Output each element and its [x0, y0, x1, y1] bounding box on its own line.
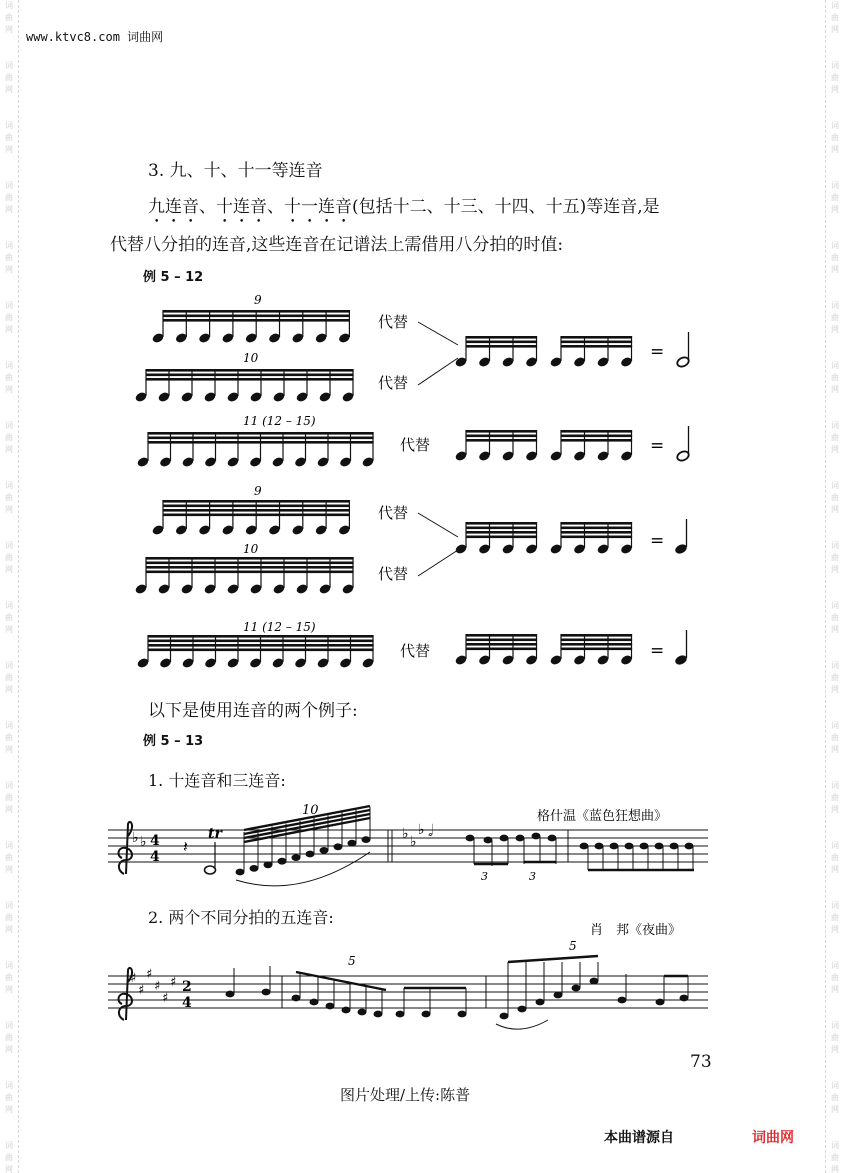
replace-label: 代替 — [400, 436, 431, 454]
svg-text:♭: ♭ — [410, 834, 417, 850]
side-watermark: 词 曲 网 — [5, 781, 13, 814]
decuplet-32nd-group — [134, 369, 354, 403]
replace-label: 代替 — [378, 504, 409, 522]
side-watermark: 词 曲 网 — [5, 1081, 13, 1114]
tuplet-10-mark: 10 — [302, 803, 319, 818]
tuplet-number-10: 10 — [243, 351, 259, 365]
subsection-2: 2. 两个不同分拍的五连音: — [148, 908, 334, 927]
side-watermark: 词 曲 网 — [831, 61, 839, 94]
side-watermark: 词 曲 网 — [831, 841, 839, 874]
replace-label: 代替 — [378, 313, 409, 331]
equals-sign: = — [650, 641, 665, 661]
svg-text:2: 2 — [182, 979, 192, 995]
emphasized-terms: 九连音、十连音、十一连音 — [148, 197, 352, 217]
side-watermark: 词 曲 网 — [831, 121, 839, 154]
quarter-note-result — [674, 519, 688, 555]
side-watermark: 词 曲 网 — [831, 1, 839, 34]
tuplet-number-10b: 10 — [243, 542, 259, 556]
side-watermark: 词 曲 网 — [831, 961, 839, 994]
side-watermark: 词 曲 网 — [5, 121, 13, 154]
quintuplet-mark-b: 5 — [569, 939, 577, 953]
staff-chopin — [108, 956, 708, 1029]
side-watermark: 词 曲 网 — [831, 241, 839, 274]
four-32nd-group — [454, 430, 538, 462]
half-note-result — [676, 332, 690, 368]
svg-text:𝄽: 𝄽 — [183, 837, 188, 856]
side-watermark: 词 曲 网 — [831, 1141, 839, 1173]
svg-text:4: 4 — [150, 849, 160, 865]
side-watermark: 词 曲 网 — [831, 1081, 839, 1114]
trill-mark: tr — [208, 826, 222, 842]
svg-text:♯: ♯ — [162, 991, 169, 1006]
svg-text:♭: ♭ — [418, 822, 425, 838]
quarter-note-result — [674, 630, 688, 666]
equals-sign: = — [650, 531, 665, 551]
replace-label: 代替 — [378, 565, 409, 583]
triplet-mark-b: 3 — [529, 870, 536, 883]
svg-text:♭: ♭ — [132, 830, 139, 846]
svg-text:4: 4 — [150, 833, 160, 849]
nonuplet-64th-group — [151, 500, 351, 536]
side-watermark: 词 曲 网 — [5, 421, 13, 454]
paragraph-line-2: 代替八分拍的连音,这些连音在记谱法上需借用八分拍的时值: — [110, 235, 564, 255]
side-watermark: 词 曲 网 — [831, 301, 839, 334]
svg-text:♯: ♯ — [138, 983, 145, 998]
section-heading: 3. 九、十、十一等连音 — [148, 161, 323, 181]
side-watermark: 词 曲 网 — [5, 901, 13, 934]
four-32nd-group — [549, 336, 633, 368]
four-64th-group — [454, 522, 538, 555]
credit-gershwin: 格什温《蓝色狂想曲》 — [537, 809, 668, 824]
side-watermark: 词 曲 网 — [831, 601, 839, 634]
side-watermark: 词 曲 网 — [5, 1141, 13, 1173]
paragraph-line-1-rest: (包括十二、十三、十四、十五)等连音,是 — [352, 197, 660, 217]
replace-label: 代替 — [378, 374, 409, 392]
source-site-link[interactable]: 词曲网 — [752, 1130, 794, 1146]
tuplet-number-11b: 11 (12 – 15) — [243, 620, 316, 634]
side-watermark: 词 曲 网 — [831, 901, 839, 934]
undecuplet-32nd-group — [136, 432, 374, 468]
side-watermark: 词 曲 网 — [831, 181, 839, 214]
svg-text:♯: ♯ — [146, 967, 153, 982]
four-64th-group — [549, 634, 633, 666]
side-watermark: 词 曲 网 — [831, 1021, 839, 1054]
equals-sign: = — [650, 342, 665, 362]
side-watermark: 词 曲 网 — [5, 241, 13, 274]
nonuplet-32nd-group — [151, 310, 351, 344]
equals-sign: = — [650, 436, 665, 456]
svg-text:♯: ♯ — [130, 971, 137, 986]
svg-text:4: 4 — [182, 995, 192, 1011]
side-watermark: 词 曲 网 — [5, 1021, 13, 1054]
credit-chopin: 肖 邦《夜曲》 — [590, 923, 682, 938]
svg-text:♯: ♯ — [170, 975, 177, 990]
side-watermark: 词 曲 网 — [5, 1, 13, 34]
side-watermark: 词 曲 网 — [5, 721, 13, 754]
four-64th-group — [454, 634, 538, 666]
four-32nd-group — [454, 336, 538, 368]
side-watermark: 词 曲 网 — [5, 541, 13, 574]
triplet-mark-a: 3 — [481, 870, 488, 883]
side-watermark: 词 曲 网 — [5, 181, 13, 214]
example-label-5-12: 例 5 – 12 — [143, 270, 204, 285]
subsection-1: 1. 十连音和三连音: — [148, 771, 286, 790]
side-watermark: 词 曲 网 — [5, 841, 13, 874]
side-watermark: 词 曲 网 — [831, 481, 839, 514]
side-watermark: 词 曲 网 — [831, 721, 839, 754]
svg-text:♭: ♭ — [402, 826, 409, 842]
four-32nd-group — [549, 430, 633, 462]
tuplet-number-9b: 9 — [254, 484, 262, 498]
side-watermark: 词 曲 网 — [5, 601, 13, 634]
side-watermark: 词 曲 网 — [5, 661, 13, 694]
side-watermark: 词 曲 网 — [831, 541, 839, 574]
side-watermark: 词 曲 网 — [831, 781, 839, 814]
site-watermark: www.ktvc8.com 词曲网 — [26, 30, 164, 44]
half-note-result — [676, 426, 690, 462]
undecuplet-64th-group — [136, 635, 374, 669]
quintuplet-mark-a: 5 — [348, 954, 356, 968]
side-watermark: 词 曲 网 — [831, 361, 839, 394]
intro-text: 以下是使用连音的两个例子: — [148, 701, 358, 721]
side-watermark: 词 曲 网 — [5, 361, 13, 394]
side-watermark: 词 曲 网 — [5, 301, 13, 334]
tuplet-number-11: 11 (12 – 15) — [243, 414, 316, 428]
example-label-5-13: 例 5 – 13 — [143, 734, 204, 749]
tuplet-number-9: 9 — [254, 293, 262, 307]
source-label: 本曲谱源自 — [604, 1130, 674, 1146]
decuplet-64th-group — [134, 557, 354, 595]
four-64th-group — [549, 522, 633, 555]
side-watermark: 词 曲 网 — [831, 421, 839, 454]
page-number: 73 — [690, 1052, 712, 1072]
side-watermark: 词 曲 网 — [5, 481, 13, 514]
side-watermark: 词 曲 网 — [5, 961, 13, 994]
svg-text:♯: ♯ — [154, 979, 161, 994]
side-watermark: 词 曲 网 — [831, 661, 839, 694]
side-watermark: 词 曲 网 — [5, 61, 13, 94]
replace-label: 代替 — [400, 642, 431, 660]
upload-credit: 图片处理/上传:陈普 — [340, 1086, 471, 1104]
svg-text:♭: ♭ — [140, 834, 147, 850]
svg-text:𝅗𝅥: 𝅗𝅥 — [428, 821, 434, 840]
